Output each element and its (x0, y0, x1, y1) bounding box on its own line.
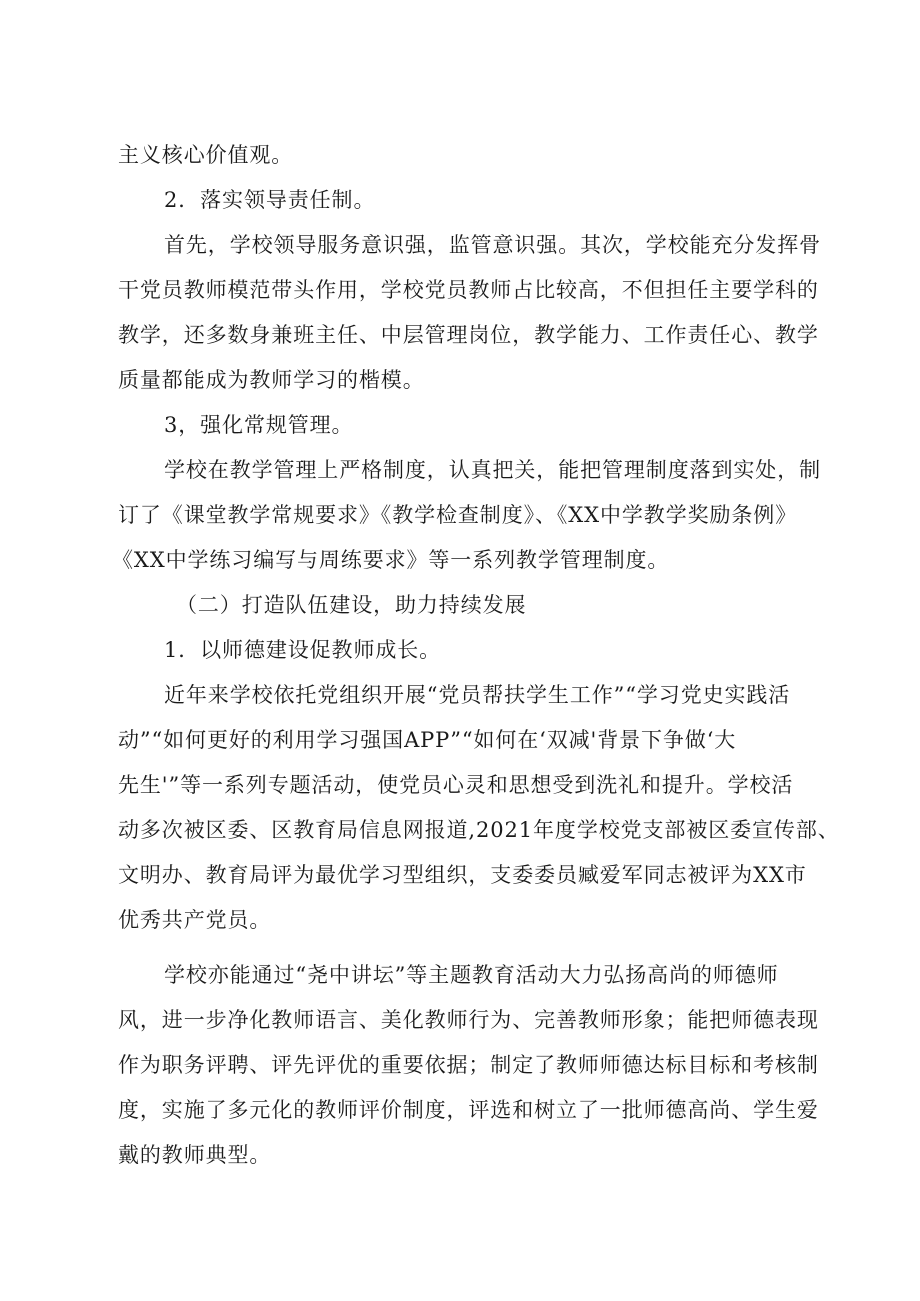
numbered-heading: 3，强化常规管理。 (164, 413, 354, 437)
text-line: 先生'”等一系列专题活动，使党员心灵和思想受到洗礼和提升。学校活 (118, 773, 794, 797)
numbered-heading: 2．落实领导责任制。 (164, 188, 376, 212)
text-line: 主义核心价值观。 (118, 143, 294, 167)
text-line: 学校亦能通过“尧中讲坛”等主题教育活动大力弘扬高尚的师德师 (164, 963, 779, 987)
text-line: 风，进一步净化教师语言、美化教师行为、完善教师形象；能把师德表现 (118, 1008, 819, 1032)
text-line: 优秀共产党员。 (118, 908, 272, 932)
text-line: 动”“如何更好的利用学习强国APP”“如何在‘双减'背景下争做‘大 (118, 728, 737, 752)
text-line: 质量都能成为教师学习的楷模。 (118, 368, 425, 392)
text-line: 近年来学校依托党组织开展“党员帮扶学生工作”“学习党史实践活 (164, 683, 791, 707)
section-heading: （二）打造队伍建设，助力持续发展 (176, 593, 527, 617)
text-line: 作为职务评聘、评先评优的重要依据；制定了教师师德达标目标和考核制 (118, 1053, 819, 1077)
text-line: 教学，还多数身兼班主任、中层管理岗位，教学能力、工作责任心、教学 (118, 323, 819, 347)
text-line: 文明办、教育局评为最优学习型组织，支委委员臧爱军同志被评为XX市 (118, 863, 807, 887)
numbered-heading: 1．以师德建设促教师成长。 (164, 638, 442, 662)
text-line: 首先，学校领导服务意识强，监管意识强。其次，学校能充分发挥骨 (164, 233, 821, 257)
text-line: 订了《课堂教学常规要求》《教学检查制度》、《XX中学教学奖励条例》 (118, 503, 798, 527)
text-line: 学校在教学管理上严格制度，认真把关，能把管理制度落到实处，制 (164, 458, 821, 482)
text-line: 度，实施了多元化的教师评价制度，评选和树立了一批师德高尚、学生爱 (118, 1098, 819, 1122)
text-line: 戴的教师典型。 (118, 1143, 272, 1167)
text-line: 动多次被区委、区教育局信息网报道,2021年度学校党支部被区委宣传部、 (118, 818, 840, 842)
text-line: 干党员教师模范带头作用，学校党员教师占比较高，不但担任主要学科的 (118, 278, 819, 302)
text-line: 《XX中学练习编写与周练要求》等一系列教学管理制度。 (112, 548, 670, 572)
